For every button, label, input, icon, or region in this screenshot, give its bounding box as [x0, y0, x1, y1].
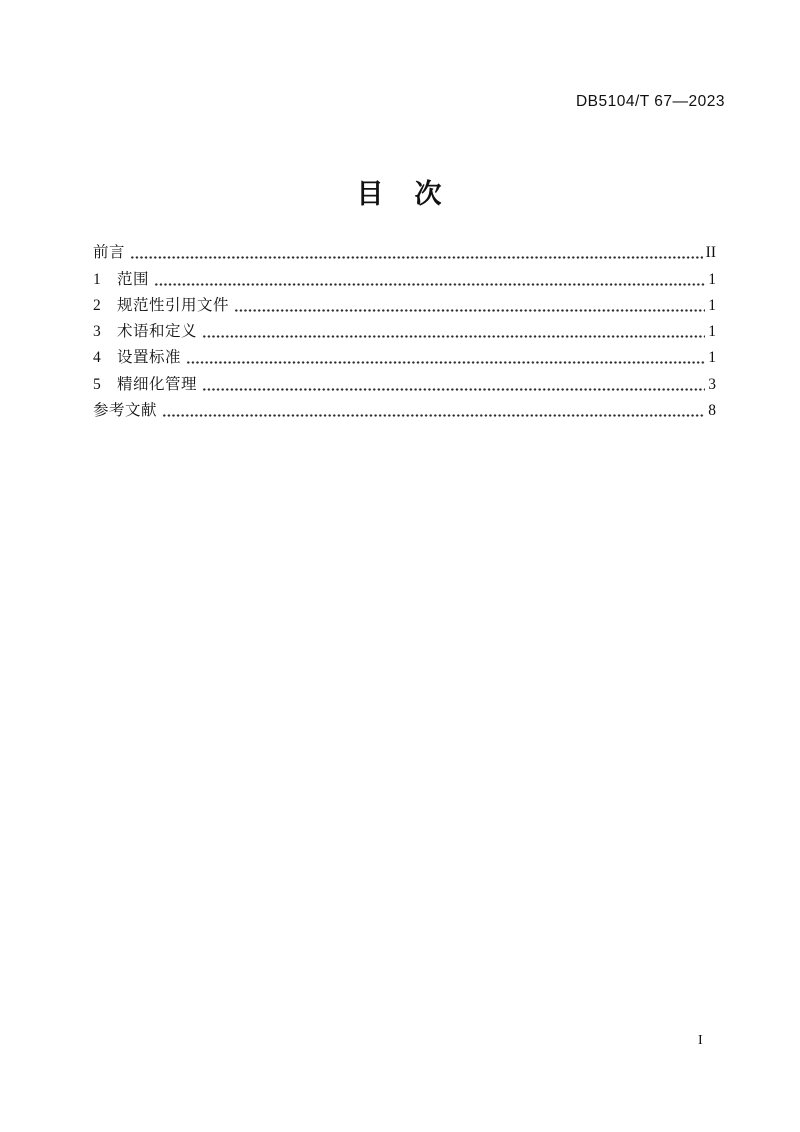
toc-entry-number: 2	[93, 296, 101, 314]
toc-entry-label: 前言	[93, 244, 126, 262]
toc-entry-page: 1	[708, 349, 716, 367]
toc-entry-page: 1	[708, 296, 716, 314]
toc-entry-page: 1	[708, 323, 716, 341]
toc-entry	[93, 237, 716, 263]
toc-entry-page: 1	[708, 270, 716, 288]
toc-entry-label: 术语和定义	[117, 323, 198, 341]
toc-leader-dots	[162, 414, 705, 417]
toc-entry-number: 4	[93, 349, 101, 367]
toc-entry-label: 范围	[117, 270, 150, 288]
toc-entry	[93, 316, 716, 342]
toc-entry	[93, 368, 716, 394]
toc-leader-dots	[234, 309, 705, 312]
toc-entry-number: 3	[93, 323, 101, 341]
standard-code: DB5104/T 67—2023	[575, 93, 725, 110]
toc-entry	[93, 342, 716, 368]
toc-entry-label: 规范性引用文件	[117, 296, 230, 314]
footer-page-number: I	[698, 1033, 703, 1048]
toc-entry	[93, 263, 716, 289]
toc-leader-dots	[202, 388, 705, 391]
toc-entry-page: II	[705, 244, 716, 262]
toc-entry-page: 8	[708, 402, 716, 420]
toc-entry-label: 设置标准	[117, 349, 182, 367]
toc-list	[93, 237, 716, 421]
toc-entry	[93, 290, 716, 316]
toc-entry-number: 1	[93, 270, 101, 288]
toc-leader-dots	[130, 256, 703, 259]
toc-leader-dots	[186, 361, 705, 364]
toc-entry-label: 精细化管理	[117, 375, 198, 393]
page-title: 目 次	[356, 179, 444, 209]
toc-entry-page: 3	[708, 375, 716, 393]
toc-leader-dots	[202, 335, 705, 338]
toc-entry-label: 参考文献	[93, 402, 158, 420]
toc-leader-dots	[154, 283, 705, 286]
toc-entry	[93, 395, 716, 421]
toc-entry-number: 5	[93, 375, 101, 393]
